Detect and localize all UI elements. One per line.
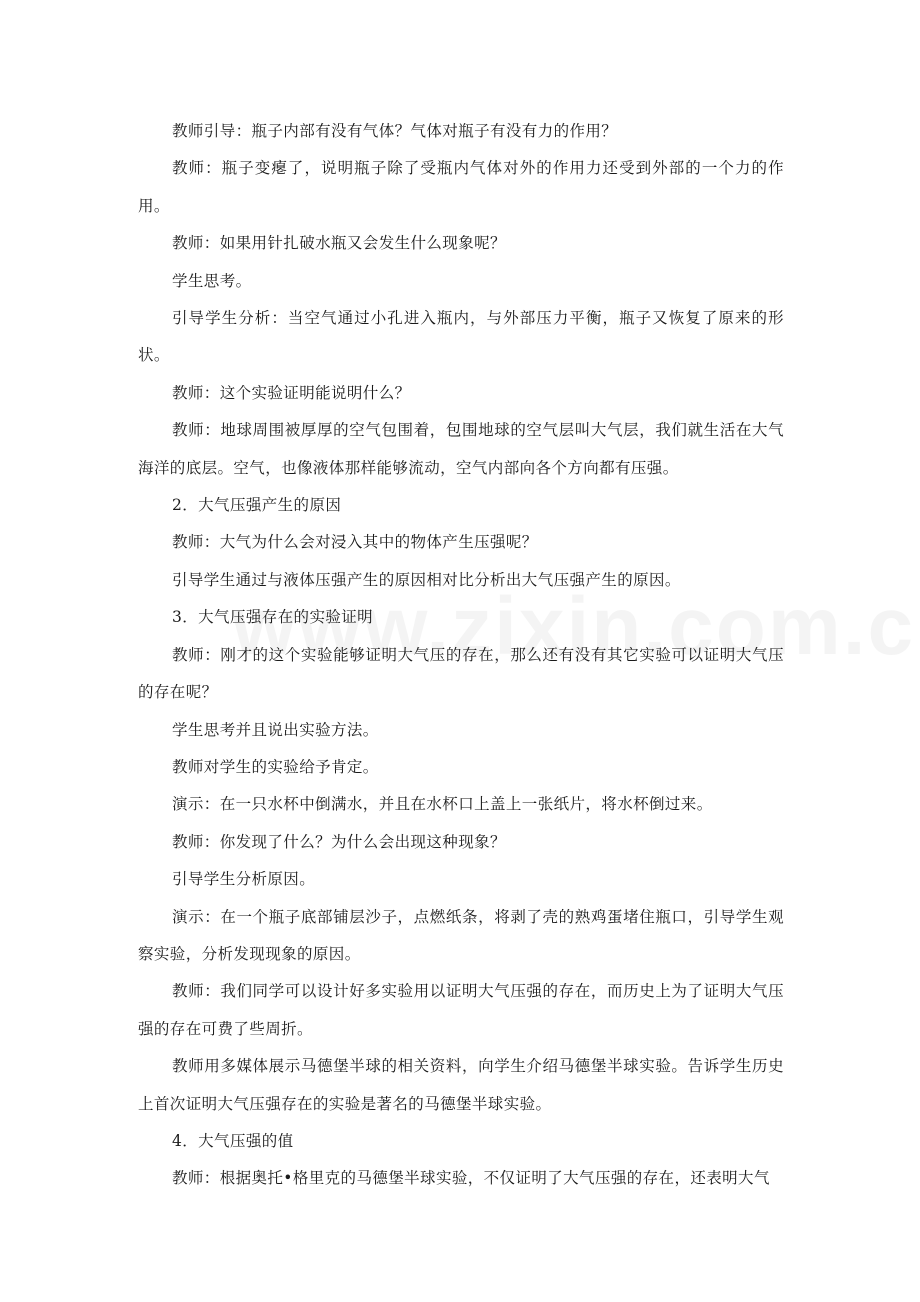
paragraph: 教师：如果用针扎破水瓶又会发生什么现象呢？ [172,234,506,253]
paragraph: 学生思考并且说出实验方法。 [172,720,379,739]
paragraph: 演示：在一个瓶子底部铺层沙子，点燃纸条，将剥了壳的熟鸡蛋堵住瓶口，引导学生观察实验，分析发现现象的原因。 [138,907,784,963]
section-heading: 2．大气压强产生的原因 [172,496,342,515]
paragraph: 教师：地球周围被厚厚的空气包围着，包围地球的空气层叫大气层，我们就生活在大气海洋的底层。空气，也像液体那样能够流动，空气内部向各个方向都有压强。 [138,421,784,477]
paragraph: 教师：我们同学可以设计好多实验用以证明大气压强的存在，而历史上为了证明大气压强的存在可费了些周折。 [138,982,784,1038]
paragraph: 教师：你发现了什么？为什么会出现这种现象？ [172,832,506,851]
section-heading: 4．大气压强的值 [172,1131,294,1150]
paragraph: 教师：这个实验证明能说明什么？ [172,383,411,402]
paragraph: 演示：在一只水杯中倒满水，并且在水杯口上盖上一张纸片，将水杯倒过来。 [172,795,713,814]
paragraph: 教师用多媒体展示马德堡半球的相关资料，向学生介绍马德堡半球实验。告诉学生历史上首次证明大气压强存在的实验是著名的马德堡半球实验。 [138,1057,784,1113]
paragraph: 教师：大气为什么会对浸入其中的物体产生压强呢？ [172,533,538,552]
paragraph: 教师引导：瓶子内部有没有气体？气体对瓶子有没有力的作用？ [172,122,618,140]
paragraph: 教师：刚才的这个实验能够证明大气压的存在，那么还有没有其它实验可以证明大气压的存在呢？ [138,645,784,702]
document-body [138,113,784,1198]
paragraph: 引导学生分析原因。 [172,870,316,889]
section-heading: 3．大气压强存在的实验证明 [172,608,374,627]
paragraph: 教师：瓶子变瘪了，说明瓶子除了受瓶内气体对外的作用力还受到外部的一个力的作用。 [138,159,784,215]
paragraph: 学生思考。 [172,271,252,290]
paragraph: 教师对学生的实验给予肯定。 [172,757,379,776]
paragraph: 引导学生通过与液体压强产生的原因相对比分析出大气压强产生的原因。 [172,570,681,589]
paragraph: 引导学生分析：当空气通过小孔进入瓶内，与外部压力平衡，瓶子又恢复了原来的形状。 [138,309,784,365]
paragraph: 教师：根据奥托•格里克的马德堡半球实验，不仅证明了大气压强的存在，还表明大气 [172,1169,770,1188]
